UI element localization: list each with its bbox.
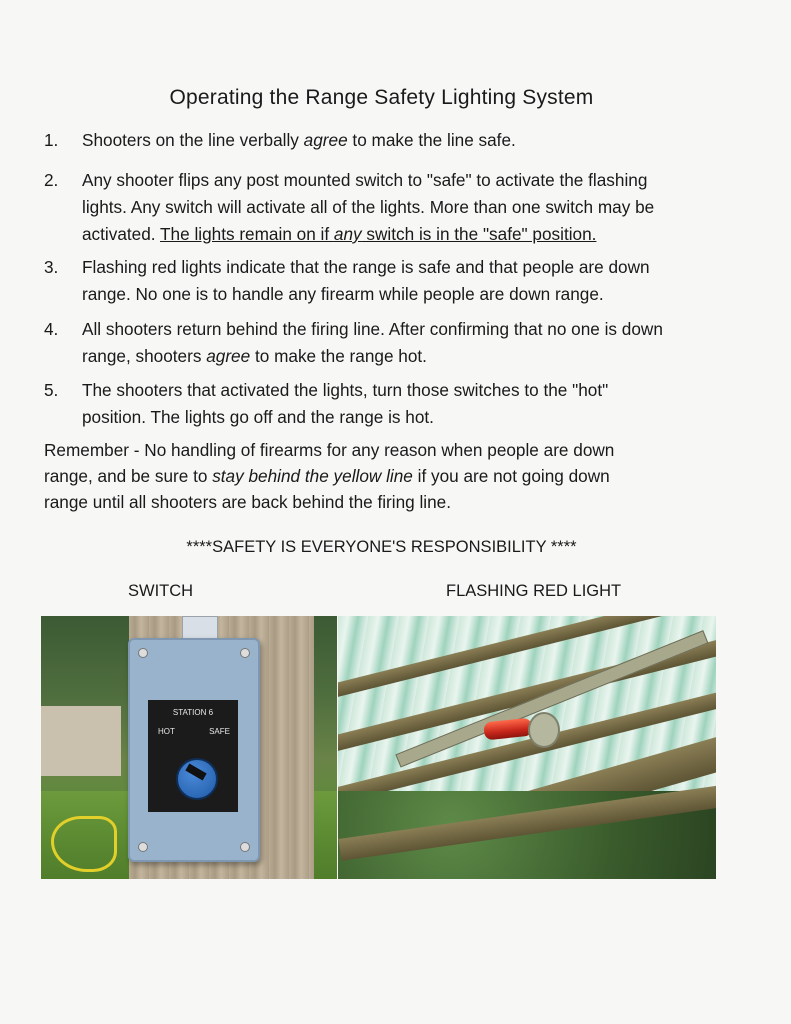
item-text: Shooters on the line verbally (82, 130, 304, 150)
remember-text: Remember - No handling of firearms for any reason when people are down (44, 440, 615, 460)
screw (240, 842, 250, 852)
list-item (44, 316, 663, 370)
item-emphasis: any (333, 224, 362, 244)
remember-emphasis: stay behind the yellow line (212, 466, 413, 486)
list-item (44, 167, 654, 248)
item-text: Any shooter flips any post mounted switch to "safe" to activate the flashing (82, 170, 648, 190)
item-text: range. No one is to handle any firearm while people are down range. (82, 284, 604, 304)
item-text: Flashing red lights indicate that the range is safe and that people are down (82, 257, 650, 277)
item-number: 1. (44, 130, 59, 150)
flashing-light-caption: FLASHING RED LIGHT (446, 582, 622, 600)
screw (240, 648, 250, 658)
item-text: The shooters that activated the lights, turn those switches to the "hot" (82, 380, 609, 400)
item-emphasis: agree (303, 130, 348, 150)
background-house (41, 706, 121, 776)
flashing-light-photo (338, 616, 716, 879)
item-text: range, shooters (82, 346, 207, 366)
item-text: to make the line safe. (347, 130, 516, 150)
remember-text: range, and be sure to (44, 466, 213, 486)
screw (138, 648, 148, 658)
switch-caption: SWITCH (128, 582, 194, 600)
item-text: lights. Any switch will activate all of the lights. More than one switch may be (82, 197, 655, 217)
switch-plate (148, 700, 238, 812)
item-text: The lights remain on if (160, 224, 334, 244)
switch-box (128, 638, 260, 862)
list-item (44, 127, 516, 154)
item-text: position. The lights go off and the range is hot. (82, 407, 434, 427)
list-item (44, 377, 608, 431)
item-text: switch is in the "safe" position. (361, 224, 597, 244)
screw (138, 842, 148, 852)
item-number: 3. (44, 257, 59, 277)
switch-photo (41, 616, 337, 879)
item-emphasis: agree (206, 346, 251, 366)
safe-label: SAFE (209, 727, 230, 736)
item-number: 5. (44, 380, 59, 400)
station-label: STATION 6 (172, 708, 214, 717)
remember-text: if you are not going down (412, 466, 610, 486)
item-text: All shooters return behind the firing line. After confirming that no one is down (82, 319, 663, 339)
item-text: to make the range hot. (250, 346, 427, 366)
hot-label: HOT (158, 727, 175, 736)
switch-knob (176, 758, 218, 800)
item-text: activated. (82, 224, 161, 244)
responsibility-banner: ****SAFETY IS EVERYONE'S RESPONSIBILITY **** (186, 538, 577, 556)
remember-text: range until all shooters are back behind the firing line. (44, 492, 452, 512)
list-item (44, 254, 650, 308)
item-number: 2. (44, 170, 59, 190)
item-number: 4. (44, 319, 59, 339)
underlined-warning (160, 224, 596, 244)
remember-paragraph (44, 437, 744, 515)
page-title: Operating the Range Safety Lighting System (169, 86, 594, 109)
light-fixture (528, 712, 560, 748)
